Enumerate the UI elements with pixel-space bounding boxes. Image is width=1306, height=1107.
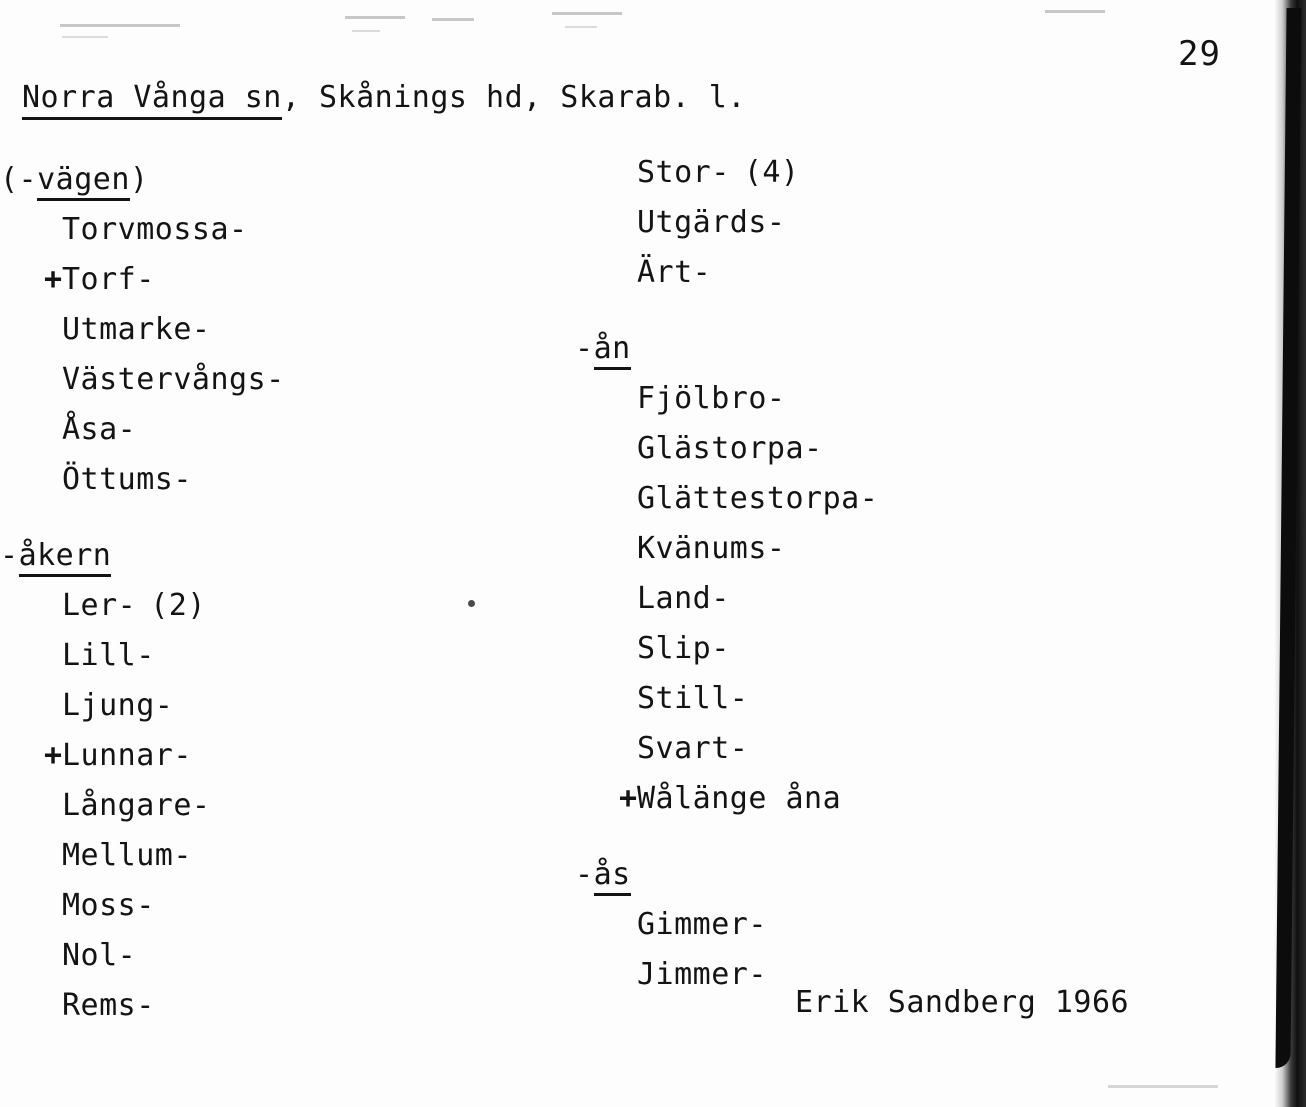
heading-rest: , Skånings hd, Skarab. l. (281, 80, 746, 115)
word-entry (0, 205, 285, 255)
word-entry-text: Ärt- (637, 255, 712, 290)
word-entry (575, 724, 878, 774)
word-entry-text: Torf- (62, 262, 155, 297)
heading-parish: Norra Vånga sn (22, 80, 282, 120)
word-entry-text: Glästorpa- (637, 431, 823, 466)
word-entry-text: Lill- (62, 638, 155, 673)
word-entry (575, 474, 878, 524)
word-group (0, 155, 285, 505)
word-entry-text: Jimmer- (637, 957, 767, 992)
heading-suffix-underlined: ås (594, 857, 631, 896)
word-entry-text: Utmarke- (62, 312, 211, 347)
word-entry (575, 900, 878, 950)
word-entry-text: Still- (637, 681, 749, 716)
word-entry (575, 624, 878, 674)
word-entry (0, 255, 285, 305)
word-entry (0, 581, 285, 631)
word-group-heading (0, 531, 285, 581)
word-entry-text: Wålänge åna (637, 781, 842, 816)
left-column (0, 155, 285, 1031)
word-entry (0, 981, 285, 1031)
scan-artifact (552, 12, 622, 15)
word-entry (0, 305, 285, 355)
word-entry-text: Ler- (62, 588, 137, 623)
scan-artifact (432, 18, 474, 21)
heading-prefix: - (575, 857, 594, 892)
right-column (575, 148, 878, 1000)
plus-marker: + (619, 781, 638, 816)
scan-artifact (352, 30, 380, 32)
word-entry-text: Lunnar- (62, 738, 192, 773)
heading-prefix: - (0, 538, 19, 573)
word-entry-text: Moss- (62, 888, 155, 923)
word-entry (575, 374, 878, 424)
word-entry-text: Åsa- (62, 412, 137, 447)
word-entry (0, 931, 285, 981)
word-group (575, 850, 878, 1000)
word-entry (575, 198, 878, 248)
word-entry (575, 674, 878, 724)
word-entry-text: Torvmossa- (62, 212, 248, 247)
word-entry-text: Västervångs- (62, 362, 285, 397)
word-entry (575, 248, 878, 298)
word-entry-text: Stor- (637, 155, 730, 190)
word-entry (0, 455, 285, 505)
heading-suffix-underlined: åkern (19, 538, 112, 577)
word-entry (0, 881, 285, 931)
scan-artifact (62, 36, 108, 38)
word-entry-text: Utgärds- (637, 205, 786, 240)
word-group (575, 148, 878, 298)
heading-prefix: (- (0, 162, 38, 197)
word-entry (575, 774, 878, 824)
scan-artifact (345, 16, 405, 19)
word-entry (0, 681, 285, 731)
scan-artifact (565, 26, 597, 28)
word-group (575, 324, 878, 824)
author-credit: Erik Sandberg 1966 (795, 985, 1130, 1020)
word-entry (575, 424, 878, 474)
scan-artifact (1045, 10, 1105, 13)
heading-suffix-underlined: ån (594, 331, 631, 370)
word-entry-text: Öttums- (62, 462, 192, 497)
word-entry-text: Land- (637, 581, 730, 616)
word-entry (575, 524, 878, 574)
word-group (0, 531, 285, 1031)
word-entry-text: Kvänums- (637, 531, 786, 566)
word-entry (0, 405, 285, 455)
word-entry-text: Långare- (62, 788, 211, 823)
word-entry-text: Gimmer- (637, 907, 767, 942)
word-entry (0, 355, 285, 405)
word-entry-text: Rems- (62, 988, 155, 1023)
word-entry-text: Fjölbro- (637, 381, 786, 416)
word-entry-text: Nol- (62, 938, 137, 973)
word-entry-text: Mellum- (62, 838, 192, 873)
heading-suffix-underlined: vägen (37, 162, 130, 201)
page-number: 29 (1178, 34, 1221, 74)
word-entry (0, 831, 285, 881)
word-entry (575, 574, 878, 624)
plus-marker: + (44, 738, 63, 773)
word-entry-count: (2) (150, 588, 206, 623)
word-group-heading (575, 324, 878, 374)
word-group-heading (575, 850, 878, 900)
scan-artifact (1108, 1085, 1218, 1088)
scan-artifact (468, 600, 475, 607)
heading-prefix: - (575, 331, 594, 366)
plus-marker: + (44, 262, 63, 297)
word-entry-text: Ljung- (62, 688, 174, 723)
page-heading (22, 80, 746, 115)
heading-postfix: ) (129, 162, 149, 197)
word-entry (0, 631, 285, 681)
word-entry-text: Glättestorpa- (637, 481, 879, 516)
word-entry (0, 781, 285, 831)
word-group-heading (0, 155, 285, 205)
word-entry (0, 731, 285, 781)
word-entry-count: (4) (743, 155, 800, 190)
word-entry-text: Slip- (637, 631, 730, 666)
word-entry-text: Svart- (637, 731, 749, 766)
scan-artifact (60, 24, 180, 27)
word-entry (575, 148, 878, 198)
